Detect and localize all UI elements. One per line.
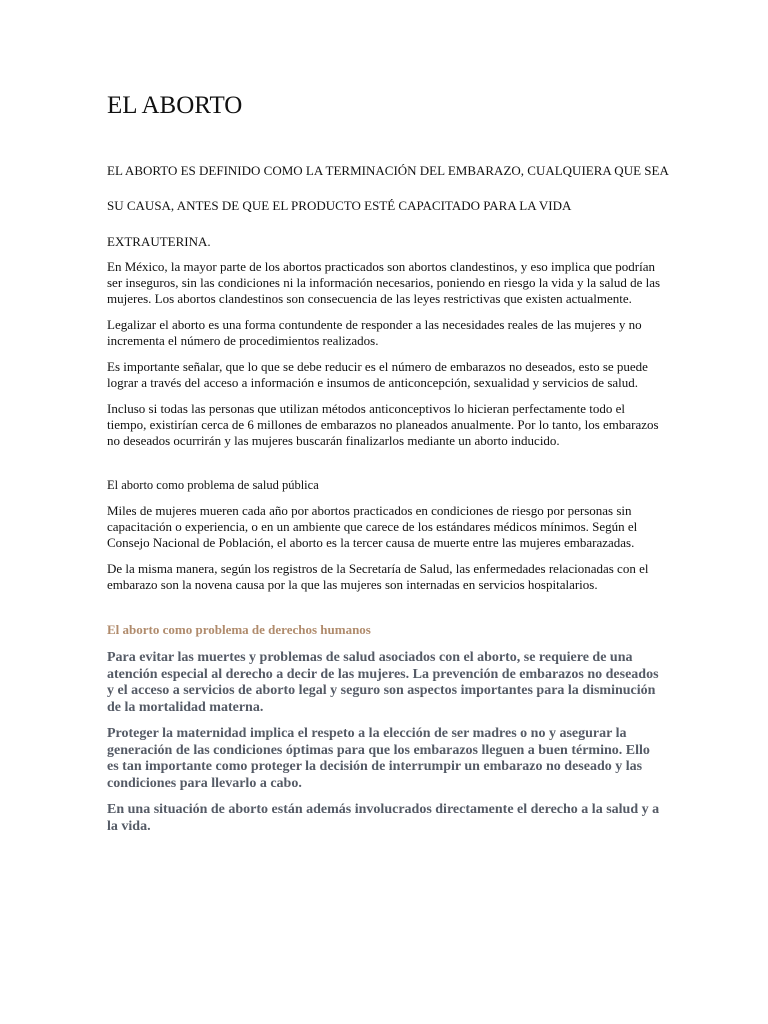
rights-paragraph: En una situación de aborto están además involucrados directamente el derecho a la salud y a la vida.	[107, 802, 660, 834]
paragraph: De la misma manera, según los registros de la Secretaría de Salud, las enfermedades relacionadas con el embarazo son la novena causa por la que las mujeres son internadas en servicios hospitalarios.	[107, 561, 649, 592]
intro-line-3: EXTRAUTERINA.	[107, 234, 211, 249]
rights-paragraph: Para evitar las muertes y problemas de salud asociados con el aborto, se requiere de una atención especial al derecho a decir de las mujeres. La prevención de embarazos no deseados y el acceso a servicios de aborto legal y seguro son aspectos importantes para la disminución de la mortalidad materna.	[107, 650, 659, 715]
document-title: EL ABORTO	[107, 92, 243, 119]
document-body	[107, 259, 662, 845]
paragraph: Legalizar el aborto es una forma contundente de responder a las necesidades reales de las mujeres y no incrementa el número de procedimientos realizados.	[107, 317, 642, 348]
section-heading-human-rights: El aborto como problema de derechos humanos	[107, 622, 371, 637]
paragraph: Incluso si todas las personas que utilizan métodos anticonceptivos lo hicieran perfectamente todo el tiempo, existirían cerca de 6 millones de embarazos no planeados anualmente. Por lo tanto, los embarazos no deseados ocurrirán y las mujeres buscarán finalizarlos mediante un aborto inducido.	[107, 401, 659, 448]
paragraph: Miles de mujeres mueren cada año por abortos practicados en condiciones de riesgo por personas sin capacitación o experiencia, o en un ambiente que carece de los estándares médicos mínimos. Según el Consejo Nacional de Población, el aborto es la tercer causa de muerte entre las mujeres embarazadas.	[107, 503, 638, 550]
rights-paragraph: Proteger la maternidad implica el respeto a la elección de ser madres o no y asegurar la generación de las condiciones óptimas para que los embarazos lleguen a buen término. Ello es tan importante como proteger la decisión de interrumpir un embarazo no deseado y las condiciones para llevarlo a cabo.	[107, 726, 650, 791]
paragraph: En México, la mayor parte de los abortos practicados son abortos clandestinos, y eso implica que podrían ser inseguros, sin las condiciones ni la información necesarios, poniendo en riesgo la vida y la salud de las mujeres. Los abortos clandestinos son consecuencia de las leyes restrictivas que existen actualmente.	[107, 259, 661, 306]
section-heading-public-health: El aborto como problema de salud pública	[107, 478, 319, 492]
paragraph: Es importante señalar, que lo que se debe reducir es el número de embarazos no deseados, esto se puede lograr a través del acceso a información e insumos de anticoncepción, sexualidad y servicios de salud.	[107, 359, 648, 390]
intro-line-2: SU CAUSA, ANTES DE QUE EL PRODUCTO ESTÉ CAPACITADO PARA LA VIDA	[107, 198, 572, 213]
intro-line-1: EL ABORTO ES DEFINIDO COMO LA TERMINACIÓN DEL EMBARAZO, CUALQUIERA QUE SEA	[107, 163, 669, 178]
